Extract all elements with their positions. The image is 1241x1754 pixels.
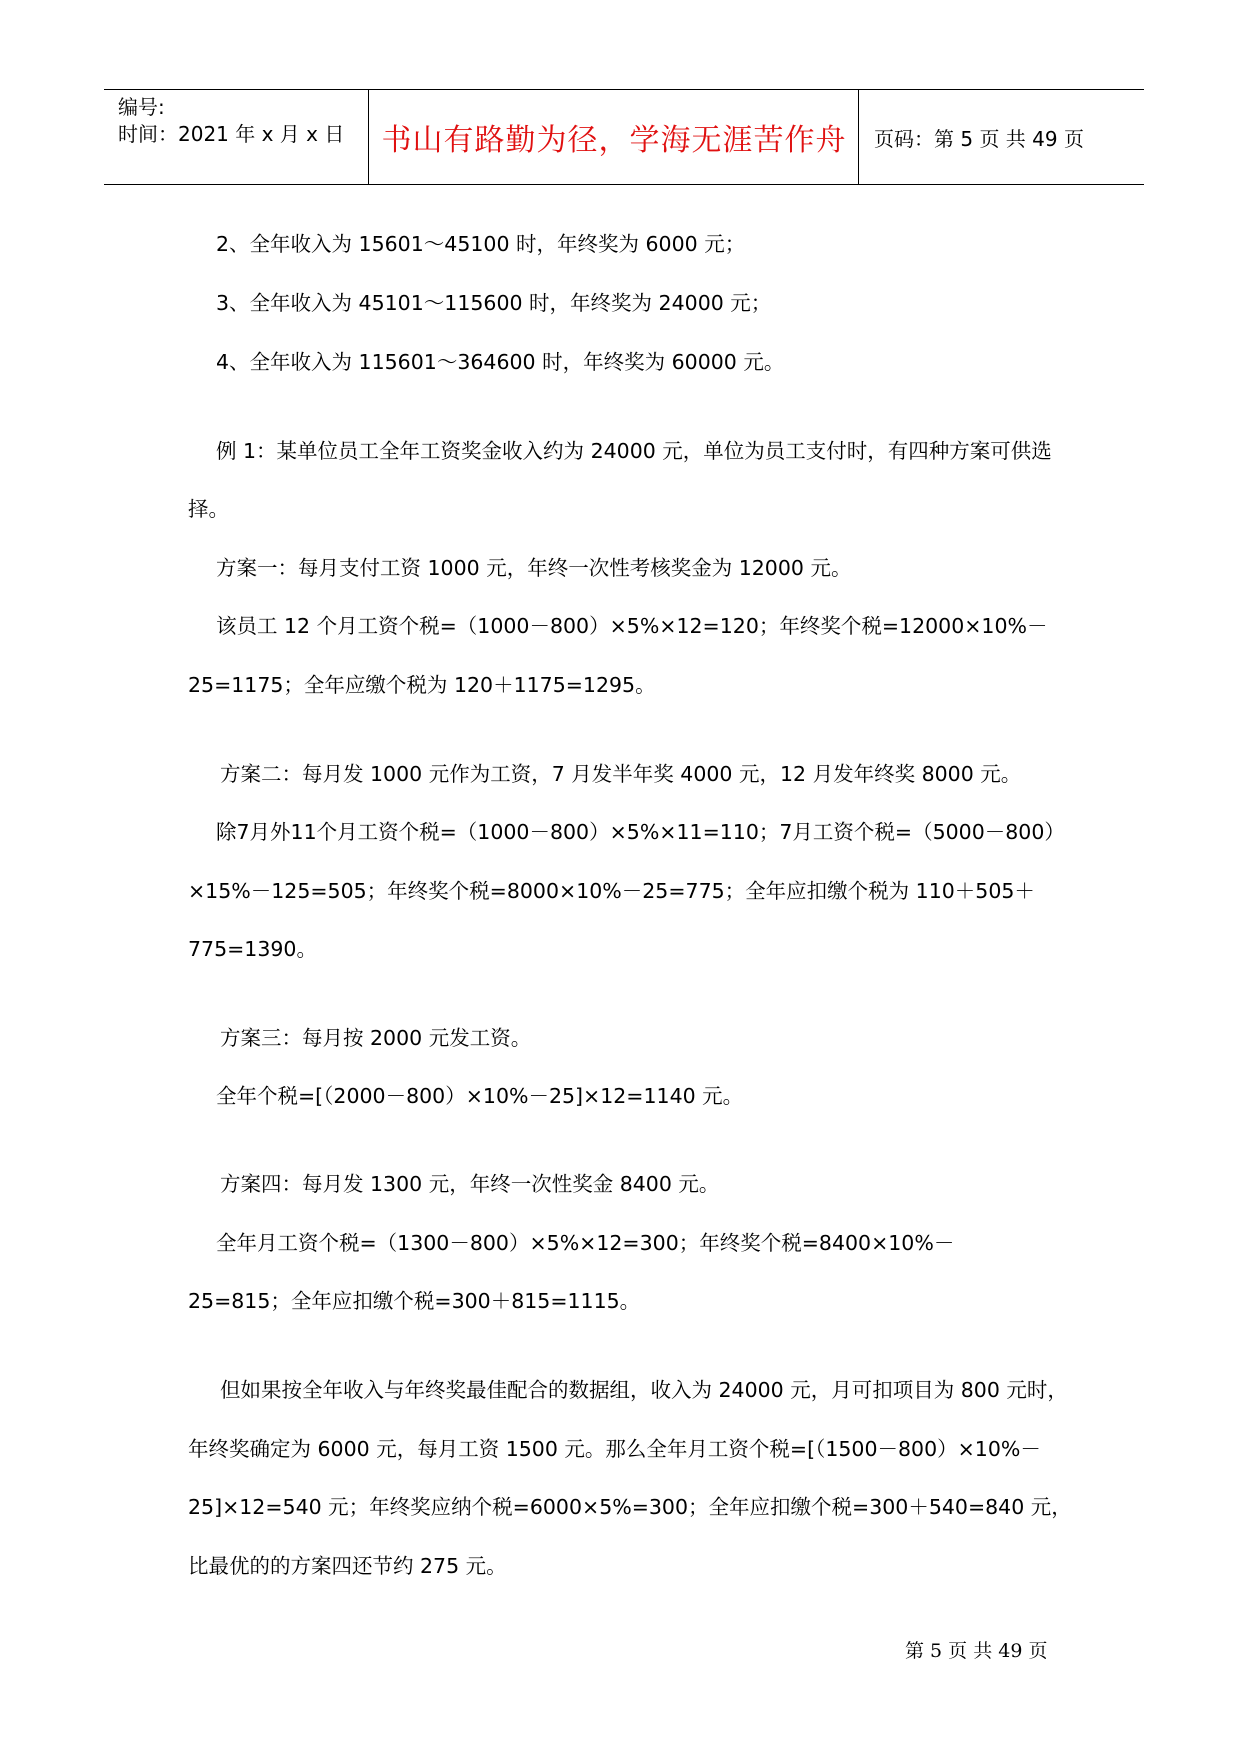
page-header [104,89,1144,185]
text-line: 2、全年收入为 15601～45100 时，年终奖为 6000 元； [216,232,746,256]
text-line: 方案一：每月支付工资 1000 元，年终一次性考核奖金为 12000 元。 [216,556,852,580]
header-divider [368,90,369,184]
page-footer: 第 5 页 共 49 页 [905,1640,1048,1662]
header-meta [118,90,368,184]
text-line: 择。 [188,497,229,521]
text-line: 25=815；全年应扣缴个税=300＋815=1115。 [188,1289,641,1313]
text-line: 全年月工资个税=（1300－800）×5%×12=300；年终奖个税=8400×10%－ [216,1231,955,1255]
text-line: 但如果按全年收入与年终奖最佳配合的数据组，收入为 24000 元，月可扣项目为 800 元时， [220,1378,1068,1402]
header-page-code: 页码：第 5 页 共 49 页 [874,126,1084,151]
header-divider [858,90,859,184]
text-line: 该员工 12 个月工资个税=（1000－800）×5%×12=120；年终奖个税=12000×10%－ [216,614,1048,638]
text-line: 方案三：每月按 2000 元发工资。 [220,1026,532,1050]
text-line: 4、全年收入为 115601～364600 时，年终奖为 60000 元。 [216,350,785,374]
text-line: 方案四：每月发 1300 元，年终一次性奖金 8400 元。 [220,1172,720,1196]
date-label: 时间：2021 年 x 月 x 日 [118,122,345,146]
text-line: 全年个税=[（2000－800）×10%－25]×12=1140 元。 [216,1084,744,1108]
text-line: 例 1：某单位员工全年工资奖金收入约为 24000 元，单位为员工支付时，有四种方案可供选 [216,439,1052,463]
text-line: 除7月外11个月工资个税=（1000－800）×5%×11=110；7月工资个税=（5000－800） [216,820,1065,844]
text-line: ×15%－125=505；年终奖个税=8000×10%－25=775；全年应扣缴个税为 110＋505＋ [188,879,1035,903]
text-line: 3、全年收入为 45101～115600 时，年终奖为 24000 元； [216,291,772,315]
text-line: 方案二：每月发 1000 元作为工资，7 月发半年奖 4000 元，12 月发年终奖 8000 元。 [220,762,1022,786]
text-line: 775=1390。 [188,937,317,961]
text-line: 年终奖确定为 6000 元，每月工资 1500 元。那么全年月工资个税=[（1500－800）×10%－ [188,1437,1041,1461]
text-line: 25]×12=540 元；年终奖应纳个税=6000×5%=300；全年应扣缴个税=300＋540=840 元， [188,1495,1072,1519]
serial-number-label: 编号: [118,95,165,119]
header-motto: 书山有路勤为径，学海无涯苦作舟 [381,123,847,158]
text-line: 25=1175；全年应缴个税为 120＋1175=1295。 [188,673,656,697]
text-line: 比最优的的方案四还节约 275 元。 [188,1554,507,1578]
